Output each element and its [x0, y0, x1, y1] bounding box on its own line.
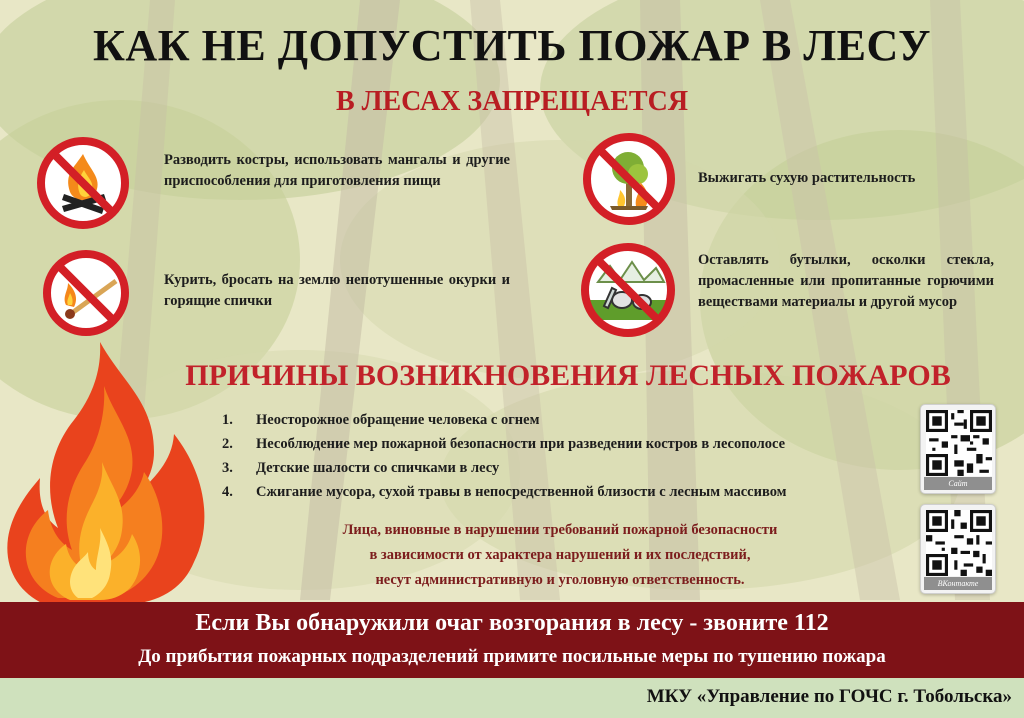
list-item: [222, 480, 902, 504]
no-smoking-matches-icon: [40, 247, 132, 339]
list-item: [222, 408, 902, 432]
qr-code-icon: [926, 510, 992, 576]
prohibited-heading: В ЛЕСАХ ЗАПРЕЩАЕТСЯ: [335, 86, 689, 117]
list-item-text: Сжигание мусора, сухой травы в непосредственной близости с лесным массивом: [256, 484, 787, 500]
qr-code-label: ВКонтакте: [924, 577, 992, 590]
no-campfire-icon: [34, 134, 132, 232]
organization-name: МКУ «Управление по ГОЧС г. Тобольска»: [646, 686, 1012, 707]
warning-line: в зависимости от характера нарушений и их последствий,: [369, 547, 751, 563]
list-item-text: Детские шалости со спичками в лесу: [256, 460, 500, 476]
prohibited-item-vegetation: Выжигать сухую растительность: [698, 170, 916, 186]
page-title: КАК НЕ ДОПУСТИТЬ ПОЖАР В ЛЕСУ: [93, 21, 931, 70]
no-litter-icon: [578, 240, 678, 340]
list-item-number: 4.: [222, 484, 233, 500]
liability-warning: [250, 518, 870, 593]
qr-code-label: Сайт: [924, 477, 992, 490]
no-burning-vegetation-icon: [580, 130, 678, 228]
prohibited-item-smoking: Курить, бросать на землю непотушенные окурки и горящие спички: [164, 272, 510, 309]
list-item: [222, 432, 902, 456]
list-item-number: 1.: [222, 412, 233, 428]
qr-code-vkontakte[interactable]: [920, 504, 996, 594]
footer: [0, 678, 1024, 718]
prohibited-item-litter: Оставлять бутылки, осколки стекла, промасленные или пропитанные горючими веществами материалы и другой мусор: [698, 252, 994, 310]
firefighting-measures-text: До прибытия пожарных подразделений примите посильные меры по тушению пожара: [138, 646, 886, 667]
list-item-text: Несоблюдение мер пожарной безопасности при разведении костров в лесополосе: [256, 436, 786, 452]
list-item-text: Неосторожное обращение человека с огнем: [256, 412, 540, 428]
warning-line: Лица, виновные в нарушении требований пожарной безопасности: [342, 522, 778, 538]
qr-code-website[interactable]: [920, 404, 996, 494]
causes-heading: ПРИЧИНЫ ВОЗНИКНОВЕНИЯ ЛЕСНЫХ ПОЖАРОВ: [185, 359, 951, 392]
qr-code-icon: [926, 410, 992, 476]
list-item-number: 3.: [222, 460, 233, 476]
causes-list: [222, 408, 902, 504]
list-item: [222, 456, 902, 480]
list-item-number: 2.: [222, 436, 233, 452]
emergency-call-banner: [0, 602, 1024, 678]
prohibited-item-campfire: Разводить костры, использовать мангалы и другие приспособления для приготовления пищи: [164, 152, 510, 189]
warning-line: несут административную и уголовную ответственность.: [375, 572, 745, 588]
call-112-text: Если Вы обнаружили очаг возгорания в лесу - звоните 112: [195, 610, 829, 636]
